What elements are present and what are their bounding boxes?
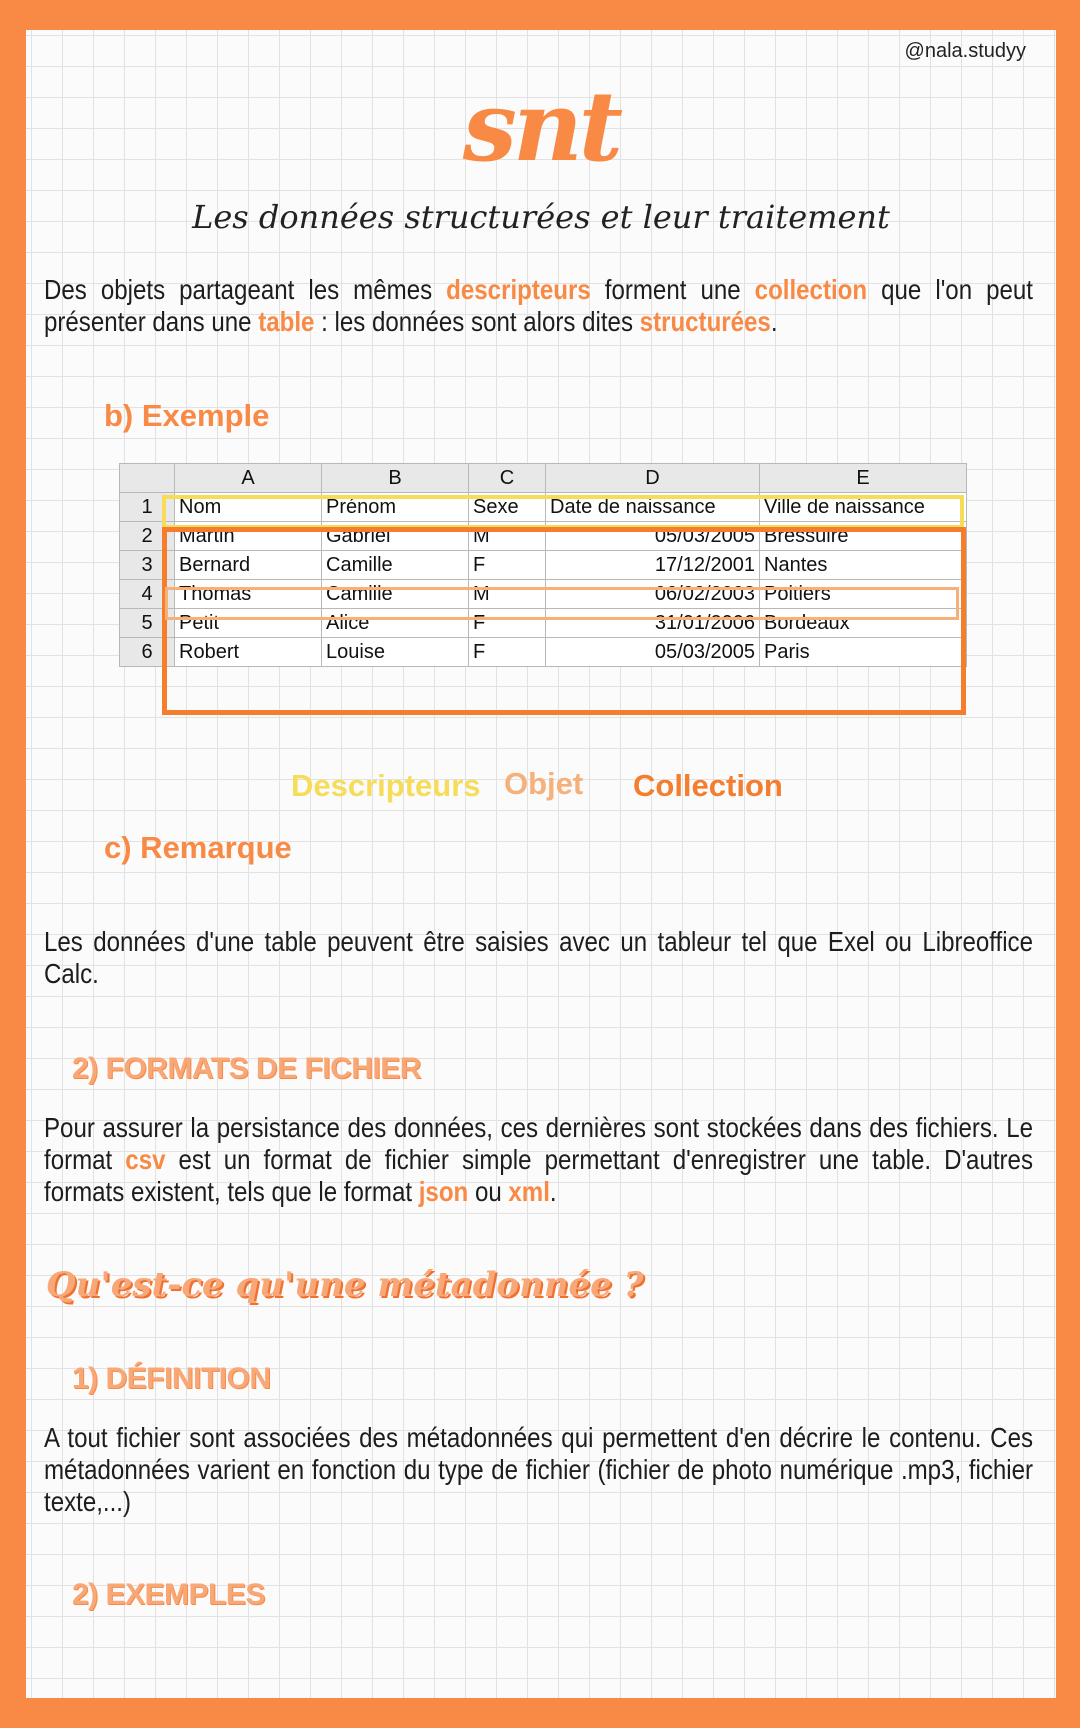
corner-cell [120,464,175,493]
author-handle: @nala.studyy [904,40,1026,62]
col-header-e: E [760,464,967,493]
table-row: 1 Nom Prénom Sexe Date de naissance Ville de naissance [120,493,967,522]
collection-highlight-box [162,527,966,715]
metadata-question-heading: Qu'est-ce qu'une métadonnée ? [46,1265,644,1305]
keyword-xml: xml [508,1176,550,1207]
definition-paragraph: A tout fichier sont associées des métadonnées qui permettent d'en décrire le contenu. Ces métadonnées varient en fonction du type de fichier (fichier de photo numérique .mp3, fichier texte,...) [44,1422,1033,1517]
table-row: 2 Martin Gabriel M 05/03/2005 Bressuire [120,522,967,551]
col-header-b: B [322,464,469,493]
table-row: 3 Bernard Camille F 17/12/2001 Nantes [120,551,967,580]
objet-highlight-box [165,587,959,620]
keyword-table: table [258,306,315,337]
table-row: 5 Petit Alice F 31/01/2006 Bordeaux [120,609,967,638]
legend-descripteurs: Descripteurs [291,768,481,803]
definition-heading: 1) DÉFINITION [72,1362,271,1395]
note-page [26,30,1056,1698]
keyword-json: json [418,1176,469,1207]
page-title: snt [462,70,620,183]
table-row: 4 Thomas Camille M 06/02/2003 Poitiers [120,580,967,609]
col-header-d: D [546,464,760,493]
legend-collection: Collection [633,768,783,803]
keyword-descripteurs: descripteurs [446,274,591,305]
formats-heading: 2) FORMATS DE FICHIER [72,1052,421,1085]
remark-paragraph: Les données d'une table peuvent être saisies avec un tableur tel que Exel ou Libreoffice Calc. [44,926,1033,989]
example-heading: b) Exemple [104,398,270,433]
examples-heading: 2) EXEMPLES [72,1578,265,1611]
intro-paragraph: Des objets partageant les mêmes descripteurs forment une collection que l'on peut présenter dans une table : les données sont alors dites structurées. [44,274,1033,337]
table-row: 6 Robert Louise F 05/03/2005 Paris [120,638,967,667]
remark-heading: c) Remarque [104,830,292,865]
descripteurs-highlight-box [162,495,964,529]
col-header-c: C [469,464,546,493]
keyword-structurees: structurées [639,306,771,337]
keyword-csv: csv [125,1144,166,1175]
page-subtitle: Les données structurées et leur traitement [192,198,890,236]
formats-paragraph: Pour assurer la persistance des données, ces dernières sont stockées dans des fichiers. Le format csv est un format de fichier simple permettant d'enregistrer une table. D'autres formats existent, tels que le format json ou xml. [44,1112,1033,1207]
keyword-collection: collection [754,274,868,305]
legend-objet: Objet [504,766,584,801]
col-header-a: A [175,464,322,493]
